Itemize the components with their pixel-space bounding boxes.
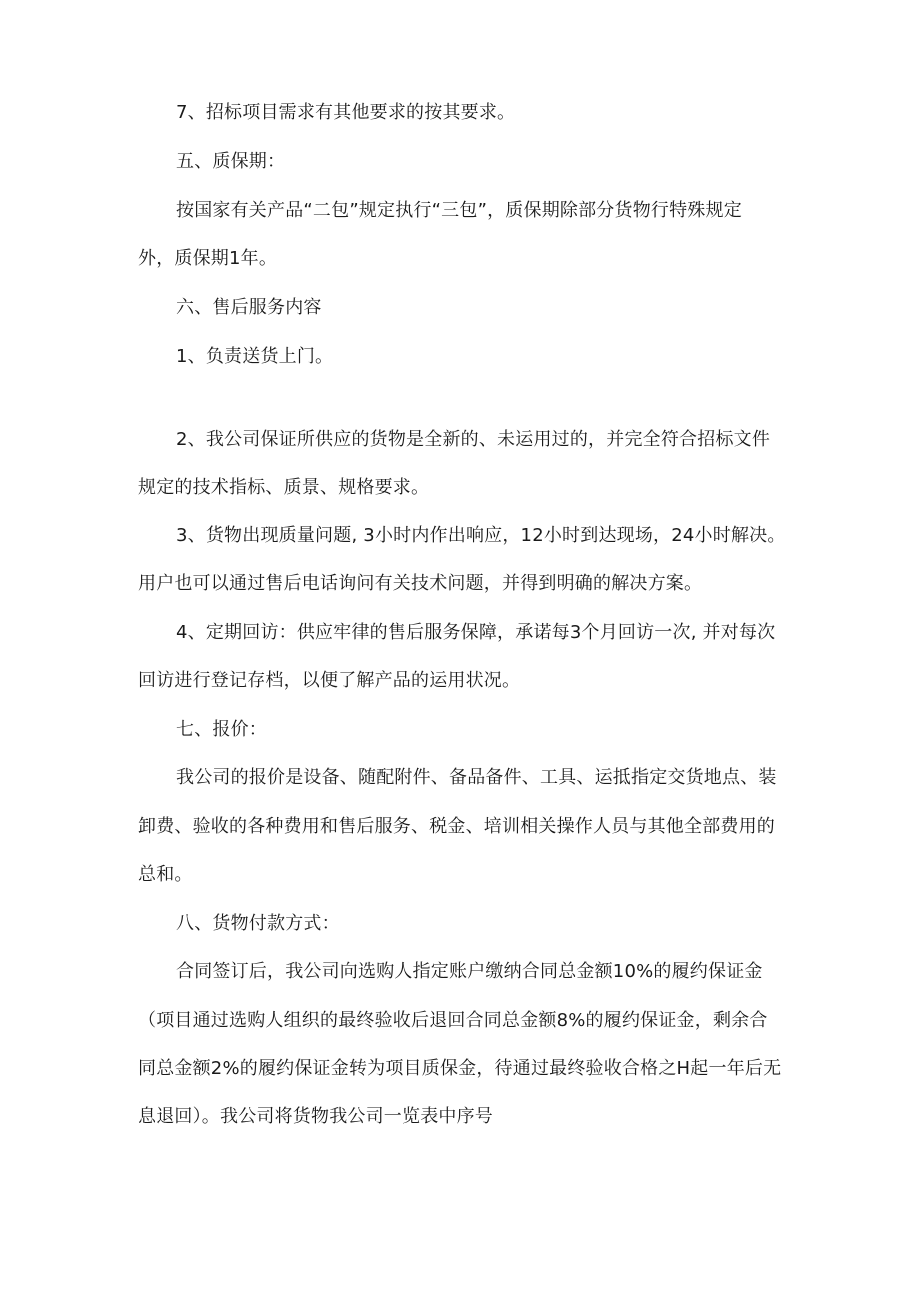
- service-item-2-line-1: 2、我公司保证所供应的货物是全新的、未运用过的，并完全符合招标文件: [176, 429, 771, 450]
- payment-paragraph-line-4: 息退回）。我公司将货物我公司一览表中序号: [138, 1106, 493, 1127]
- item-7-requirements: 7、招标项目需求有其他要求的按其要求。: [176, 102, 516, 123]
- section-6-heading: 六、售后服务内容: [176, 297, 322, 318]
- quote-paragraph-line-1: 我公司的报价是设备、随配附件、备品备件、工具、运抵指定交货地点、装: [176, 767, 777, 788]
- section-5-heading: 五、质保期：: [176, 151, 286, 172]
- payment-paragraph-line-2: （项目通过选购人组织的最终验收后退回合同总金额8%的履约保证金，剩余合: [138, 1010, 768, 1031]
- service-item-3-line-2: 用户也可以通过售后电话询问有关技术问题，并得到明确的解决方案。: [138, 573, 703, 594]
- payment-paragraph-line-1: 合同签订后，我公司向选购人指定账户缴纳合同总金额10%的履约保证金: [176, 961, 763, 982]
- warranty-paragraph-line-2: 外，质保期1年。: [138, 248, 278, 269]
- service-item-1: 1、负责送货上门。: [176, 346, 334, 367]
- quote-paragraph-line-3: 总和。: [138, 864, 193, 885]
- service-item-4-line-2: 回访进行登记存档，以便了解产品的运用状况。: [138, 670, 521, 691]
- section-7-heading: 七、报价：: [176, 719, 267, 740]
- service-item-2-line-2: 规定的技术指标、质景、规格要求。: [138, 477, 430, 498]
- payment-paragraph-line-3: 同总金额2%的履约保证金转为项目质保金，待通过最终验收合格之H起一年后无: [138, 1058, 782, 1079]
- service-item-3-line-1: 3、货物出现质量问题, 3小时内作出响应，12小时到达现场，24小时解决。: [176, 525, 786, 546]
- quote-paragraph-line-2: 卸费、验收的各种费用和售后服务、税金、培训相关操作人员与其他全部费用的: [138, 816, 775, 837]
- service-item-4-line-1: 4、定期回访：供应牢律的售后服务保障，承诺每3个月回访一次, 并对每次: [176, 622, 776, 643]
- section-8-heading: 八、货物付款方式：: [176, 913, 340, 934]
- warranty-paragraph-line-1: 按国家有关产品“二包”规定执行“三包”，质保期除部分货物行特殊规定: [176, 200, 742, 221]
